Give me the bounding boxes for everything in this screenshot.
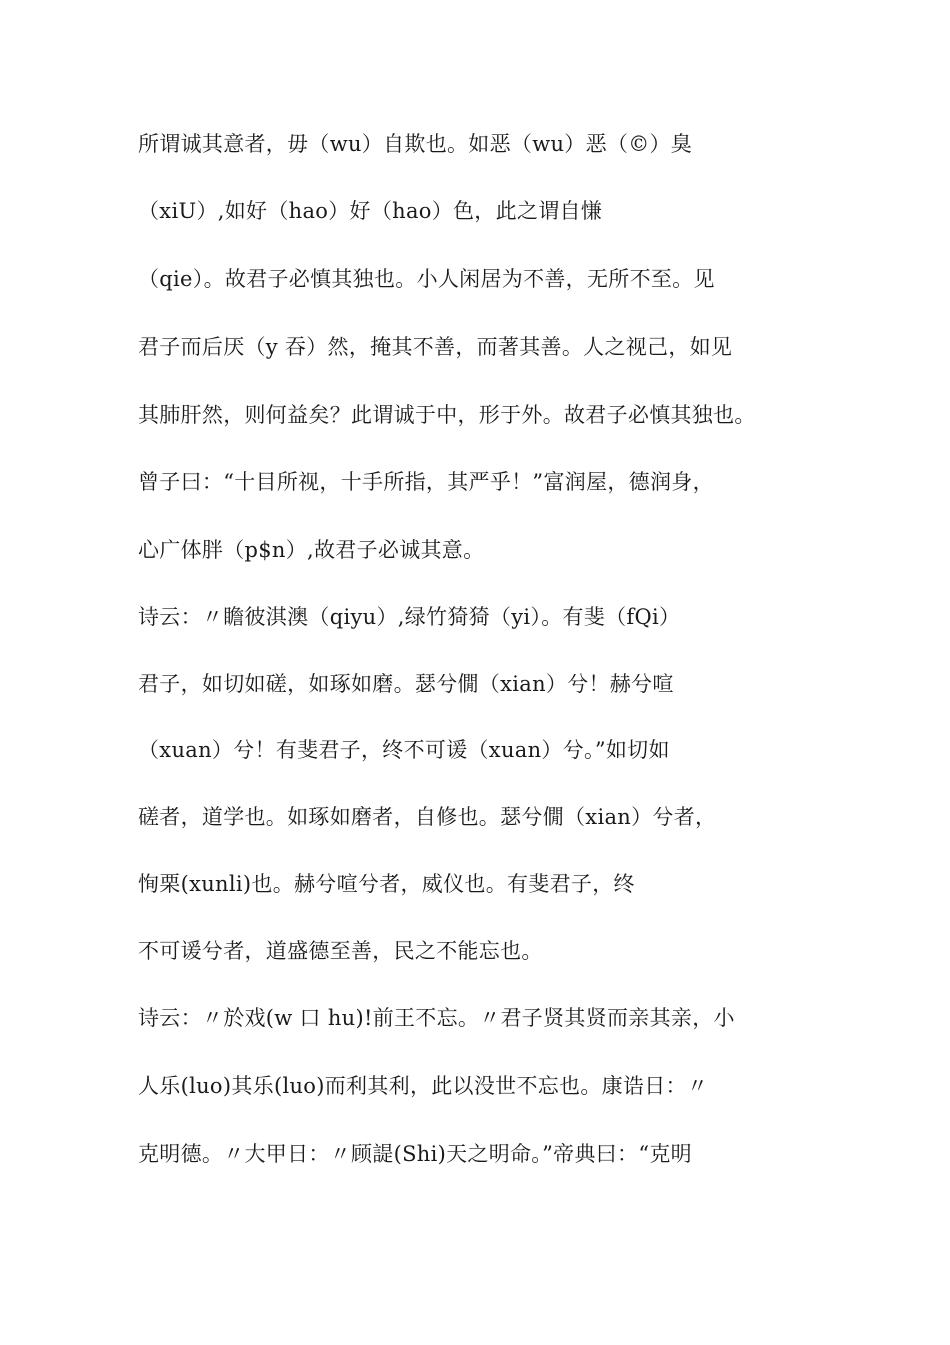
text-line: 诗云：〃於戏(w 口 hu)!前王不忘。〃君子贤其贤而亲其亲，小: [138, 1006, 735, 1030]
text-line: 君子而后厌（y 吞）然，掩其不善，而著其善。人之视己，如见: [138, 335, 733, 359]
text-line: 心广体胖（p$n）,故君子必诚其意。: [138, 538, 485, 562]
text-line: 恂栗(xunli)也。赫兮喧兮者，威仪也。有斐君子，终: [138, 872, 635, 896]
text-line: 磋者，道学也。如琢如磨者，自修也。瑟兮僩（xian）兮者，: [138, 805, 717, 829]
text-line: （qie）。故君子必慎其独也。小人闲居为不善，无所不至。见: [138, 267, 715, 291]
text-line: 君子，如切如磋，如琢如磨。瑟兮僩（xian）兮！赫兮喧: [138, 672, 674, 696]
text-line: 所谓诚其意者，毋（wu）自欺也。如恶（wu）恶（©）臭: [138, 132, 693, 156]
text-line: 诗云：〃瞻彼淇澳（qiyu）,绿竹猗猗（yi）。有斐（fQi）: [138, 605, 681, 629]
text-line: 曾子曰：“十目所视，十手所指，其严乎！”富润屋，德润身，: [138, 470, 714, 494]
text-line: 人乐(luo)其乐(luo)而利其利，此以没世不忘也。康诰日：〃: [138, 1074, 709, 1098]
text-line: 克明德。〃大甲日：〃顾諟(Shi)天之明命。”帝典曰：“克明: [138, 1142, 692, 1166]
text-line: （xuan）兮！有斐君子，终不可谖（xuan）兮。”如切如: [138, 738, 670, 762]
text-line: 不可谖兮者，道盛德至善，民之不能忘也。: [138, 939, 543, 963]
text-line: （xiU）,如好（hao）好（hao）色，此之谓自慊: [138, 199, 603, 223]
text-line: 其肺肝然，则何益矣？此谓诚于中，形于外。故君子必慎其独也。: [138, 403, 756, 427]
